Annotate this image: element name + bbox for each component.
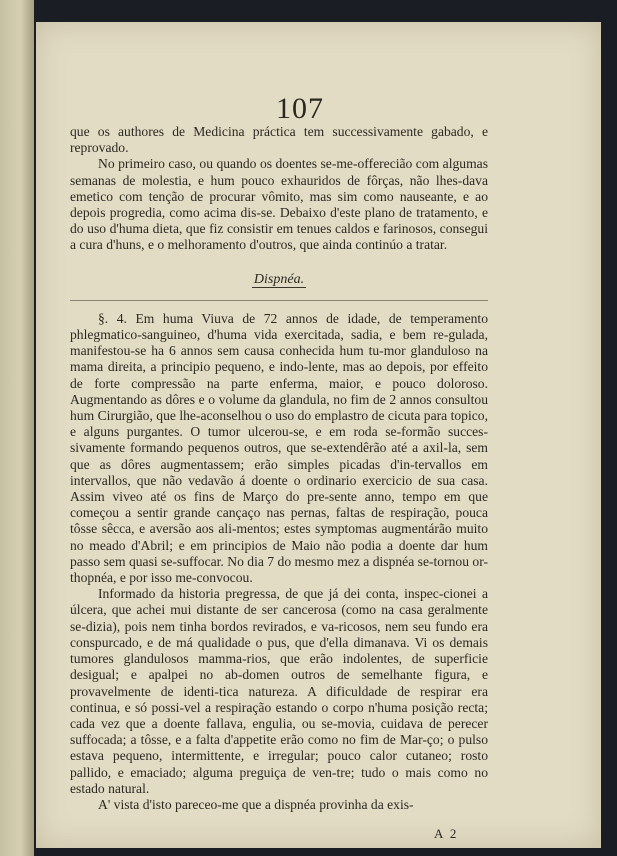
signature-mark: A 2 (434, 826, 459, 841)
section-heading-text: Dispnéa. (253, 271, 305, 287)
facing-page-edge (0, 0, 34, 856)
section-divider (70, 300, 488, 301)
paragraph-3: §. 4. Em huma Viuva de 72 annos de idade, de temperamento phlegmatico-sanguineo, d'huma vida exercitada, sadia, e bem re-gulada, manifestou-se ha 6 annos sem causa conhecida hum tu-mor glanduloso na mama direita, a principio pequeno, e indo-lente, mas ao depois, por effeito de forte compressão na parte enferma, maior, e pouco doloroso. Augmentando as dôres e o volume da glandula, no fim de 2 annos consultou hum Cirurgião, que lhe-aconselhou o uso do emplastro de cicuta para topico, e alguns purgantes. O tumor ulcerou-se, e em roda se-formão succes-sivamente formando pequenos outros, que se-extendêrão até a axil-la, sem que as dôres augmentassem; erão simples picadas d'in-tervallos em intervallos, que não vedavão á doente o ordinario exercicio de sua casa. Assim viveo até os fins de Março do pre-sente anno, tempo em que começou a sentir grande cançaço nas pernas, faltas de respiração, pouca tôsse sêcca, e aversão aos ali-mentos; estes symptomas augmentárão muito no meado d'Abril; e em principios de Maio não podia a doente dar hum passo sem quasi se-suffocar. No dia 7 do mesmo mez a dispnéa se-tornou or-thopnéa, e por isso me-convocou. (70, 310, 488, 586)
paragraph-4: Informado da historia pregressa, de que já dei conta, inspec-cionei a úlcera, que achei mui distante de ser cancerosa (como na casa geralmente se-dizia), pois nem tinha bordos revirados, e va-ricosos, nem seu fundo era conspurcado, e de má qualidade o pus, que d'ella dimanava. Vi os demais tumores glandulosos mamma-rios, que erão indolentes, de superficie desigual; e apalpei no ab-domen outros de semelhante figura, e provavelmente de identi-tica natureza. A dificuldade de respirar era continua, e só possi-vel a respiração estando o corpo n'huma posição recta; cada vez que a doente fallava, engulia, ou se-movia, cuidava de perecer suffocada; a tôsse, e a falta d'appetite erão como no fim de Mar-ço; o pulso estava pequeno, intermittente, e irregular; pouco calor cutaneo; rosto pallido, e emaciado; alguma preguiça de ven-tre; tudo o mais como no estado natural. (70, 586, 488, 796)
paragraph-5: A' vista d'isto pareceo-me que a dispnéa provinha da exis- (98, 796, 414, 812)
page-number: 107 (276, 92, 324, 125)
page-text (70, 124, 488, 813)
section-heading (70, 272, 488, 288)
paragraph-1: que os authores de Medicina práctica tem successivamente gabado, e reprovado. (70, 124, 488, 156)
paragraph-2: No primeiro caso, ou quando os doentes se-me-offerecião com algumas semanas de molestia, e hum pouco exhauridos de fôrças, não lhes-dava emetico com tenção de procurar vômito, mas sim como nauseante, e ao depois progredia, como acima dis-se. Debaixo d'este plano de tratamento, e do uso d'huma dieta, que fiz consistir em tenues caldos e farinosos, consegui a cura d'huns, e o melhoramento d'outros, que ainda continúo a tratar. (70, 156, 488, 253)
